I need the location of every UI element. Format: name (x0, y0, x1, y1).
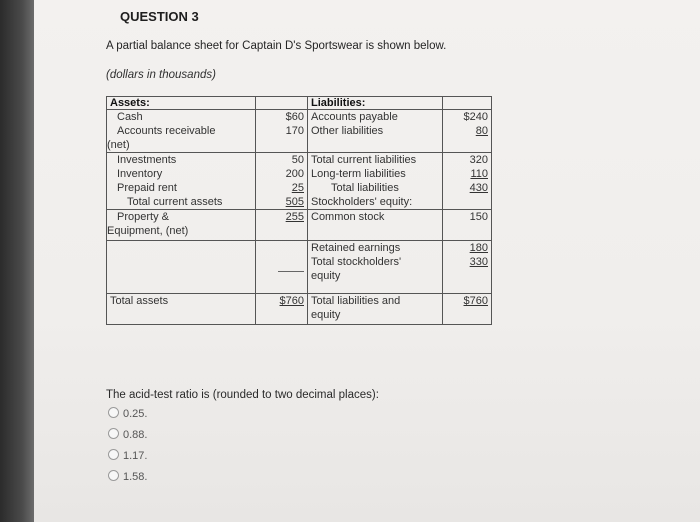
option-3-label: 1.17. (123, 450, 148, 462)
total-current-assets-label: Total current assets (127, 196, 223, 208)
common-stock-label: Common stock (311, 211, 385, 223)
ppe-label: Property & (117, 211, 169, 223)
cash-label: Cash (117, 111, 143, 123)
total-se-value: 330 (469, 256, 488, 268)
ppe-label-2: Equipment, (net) (107, 225, 189, 237)
option-2-label: 0.88. (123, 429, 148, 441)
radio-button-icon[interactable] (108, 470, 119, 481)
total-liabilities-label: Total liabilities (331, 182, 399, 194)
total-current-liabilities-label: Total current liabilities (311, 154, 417, 166)
accounts-payable-label: Accounts payable (311, 111, 398, 123)
option-2[interactable] (108, 428, 147, 441)
retained-earnings-value: 180 (469, 242, 488, 254)
unit-note: (dollars in thousands) (106, 69, 216, 81)
option-3[interactable] (108, 449, 147, 462)
cash-value: $60 (285, 111, 304, 123)
total-assets-label: Total assets (110, 295, 169, 307)
table-row (107, 153, 492, 210)
blank-line (278, 261, 304, 272)
se-header: Stockholders' equity: (311, 196, 413, 208)
option-1[interactable] (108, 407, 147, 420)
radio-button-icon[interactable] (108, 428, 119, 439)
long-term-liabilities-label: Long-term liabilities (311, 168, 406, 180)
table-row (107, 97, 492, 110)
table-row (107, 294, 492, 325)
investments-value: 50 (291, 154, 304, 166)
option-4[interactable] (108, 470, 147, 483)
total-le-label-2: equity (311, 309, 341, 321)
table-row (107, 241, 492, 294)
table-row (107, 210, 492, 241)
other-liabilities-label: Other liabilities (311, 125, 384, 137)
investments-label: Investments (117, 154, 177, 166)
total-assets-value: $760 (279, 295, 304, 307)
ar-label: Accounts receivable (117, 125, 216, 137)
question-title: QUESTION 3 (120, 9, 199, 24)
total-liabilities-value: 430 (469, 182, 488, 194)
total-current-liabilities-value: 320 (469, 154, 488, 166)
ar-label-2: (net) (107, 139, 130, 151)
table-row (107, 110, 492, 153)
prepaid-value: 25 (291, 182, 304, 194)
total-se-label-2: equity (311, 270, 341, 282)
inventory-value: 200 (285, 168, 304, 180)
long-term-liabilities-value: 110 (470, 168, 488, 180)
other-liabilities-value: 80 (475, 125, 488, 137)
radio-button-icon[interactable] (108, 449, 119, 460)
option-1-label: 0.25. (123, 408, 148, 420)
question-intro: A partial balance sheet for Captain D's Sportswear is shown below. (106, 40, 447, 52)
total-se-label: Total stockholders' (311, 256, 402, 268)
total-le-value: $760 (463, 295, 488, 307)
retained-earnings-label: Retained earnings (311, 242, 401, 254)
assets-header: Assets: (107, 97, 256, 110)
ppe-value: 255 (285, 211, 304, 223)
ar-value: 170 (285, 125, 304, 137)
total-current-assets-value: 505 (285, 196, 304, 208)
liabilities-header: Liabilities: (308, 97, 443, 110)
accounts-payable-value: $240 (463, 111, 488, 123)
radio-button-icon[interactable] (108, 407, 119, 418)
total-le-label: Total liabilities and (311, 295, 401, 307)
question-prompt: The acid-test ratio is (rounded to two decimal places): (106, 389, 379, 401)
common-stock-value: 150 (469, 211, 488, 223)
option-4-label: 1.58. (123, 471, 148, 483)
inventory-label: Inventory (117, 168, 163, 180)
balance-sheet-table (106, 96, 492, 325)
prepaid-label: Prepaid rent (117, 182, 177, 194)
